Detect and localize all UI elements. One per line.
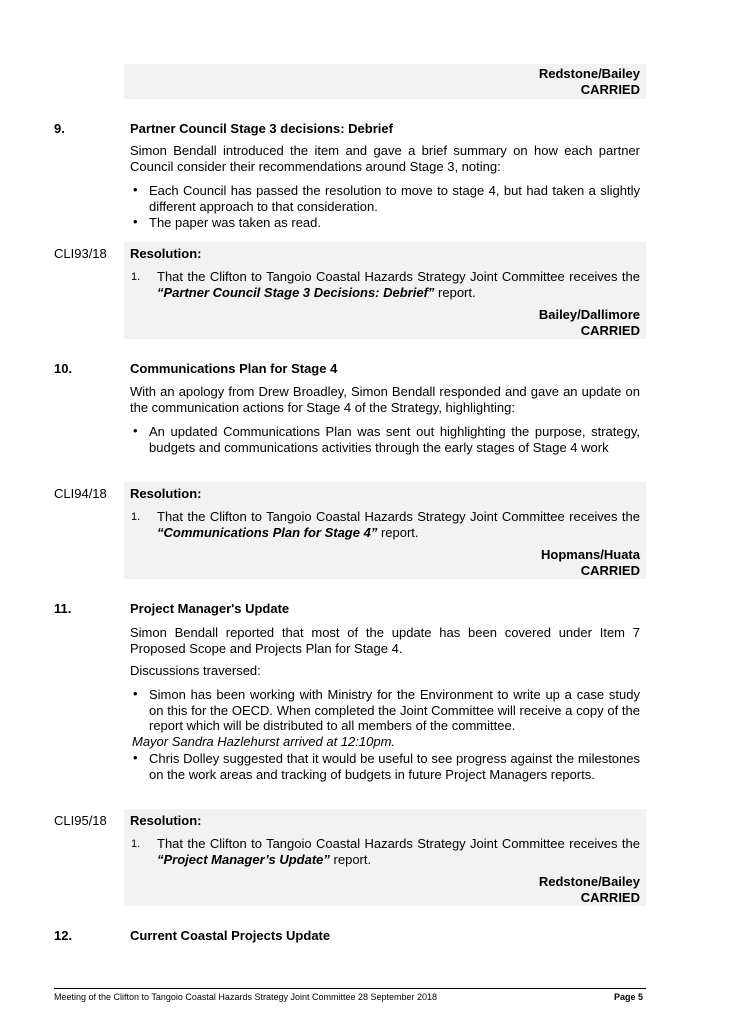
resolution-item-number: 1. <box>131 511 141 523</box>
resolution-item-number: 1. <box>131 271 141 283</box>
bullet-icon: • <box>133 750 138 765</box>
resolution-text <box>157 269 640 300</box>
resolution-heading: Resolution: <box>130 486 202 501</box>
arrival-note: Mayor Sandra Hazlehurst arrived at 12:10pm. <box>132 734 396 749</box>
bullet-icon: • <box>133 423 138 438</box>
bullet-text: Chris Dolley suggested that it would be useful to see progress against the milestones on the work areas and tracking of budgets in future Project Managers reports. <box>149 751 640 782</box>
report-name: “Partner Council Stage 3 Decisions: Debrief” <box>157 284 435 300</box>
resolution-text-after: report. <box>438 284 476 300</box>
movers-label: Bailey/Dallimore <box>538 307 640 322</box>
movers-label: Hopmans/Huata <box>541 547 640 562</box>
resolution-text-before: That the Clifton to Tangoio Coastal Hazards Strategy Joint Committee receives the <box>157 836 640 851</box>
item-title: Project Manager's Update <box>130 601 290 616</box>
carried-label: CARRIED <box>580 82 640 97</box>
carried-label: CARRIED <box>580 890 640 905</box>
item-number: 12. <box>54 928 73 943</box>
resolution-text <box>157 836 640 867</box>
resolution-text-before: That the Clifton to Tangoio Coastal Hazards Strategy Joint Committee receives the <box>157 269 640 284</box>
bullet-icon: • <box>133 686 138 701</box>
bullet-text: Each Council has passed the resolution to move to stage 4, but had taken a slightly different approach to that consideration. <box>149 183 640 214</box>
item-intro: With an apology from Drew Broadley, Simon Bendall responded and gave an update on the communication actions for Stage 4 of the Strategy, highlighting: <box>130 384 640 415</box>
footer-meeting: Meeting of the Clifton to Tangoio Coastal Hazards Strategy Joint Committee 28 September 2018 <box>54 992 438 1002</box>
resolution-heading: Resolution: <box>130 813 202 828</box>
item-title: Current Coastal Projects Update <box>130 928 331 943</box>
resolution-text-before: That the Clifton to Tangoio Coastal Hazards Strategy Joint Committee receives the <box>157 509 640 524</box>
item-intro: Simon Bendall reported that most of the update has been covered under Item 7 Proposed Scope and Projects Plan for Stage 4. <box>130 625 640 656</box>
resolution-text-after: report. <box>380 524 419 540</box>
resolution-text-after: report. <box>333 851 372 867</box>
movers-label: Redstone/Bailey <box>538 874 640 889</box>
item-number: 9. <box>54 121 65 136</box>
report-name: “Project Manager’s Update” <box>157 851 330 867</box>
movers-label: Redstone/Bailey <box>538 66 640 81</box>
item-number: 10. <box>54 361 73 376</box>
carried-label: CARRIED <box>580 323 640 338</box>
bullet-text: The paper was taken as read. <box>149 215 321 230</box>
report-name: “Communications Plan for Stage 4” <box>157 524 378 540</box>
resolution-code: CLI95/18 <box>54 813 107 828</box>
bullet-icon: • <box>133 214 138 229</box>
item-title: Partner Council Stage 3 decisions: Debrief <box>130 121 393 136</box>
item-number: 11. <box>54 601 72 616</box>
footer-divider <box>54 988 646 989</box>
carried-label: CARRIED <box>580 563 640 578</box>
resolution-code: CLI94/18 <box>54 486 107 501</box>
resolution-item-number: 1. <box>131 838 141 850</box>
resolution-heading: Resolution: <box>130 246 202 261</box>
bullet-text: An updated Communications Plan was sent out highlighting the purpose, strategy, budgets and communications activities through the early stages of Stage 4 work <box>149 424 640 455</box>
item-title: Communications Plan for Stage 4 <box>130 361 338 376</box>
resolution-text <box>157 509 640 540</box>
bullet-icon: • <box>133 182 138 197</box>
resolution-code: CLI93/18 <box>54 246 107 261</box>
bullet-text: Simon has been working with Ministry for the Environment to write up a case study on this for the OECD. When completed the Joint Committee will receive a copy of the report which will be distributed to all members of the committee. <box>149 687 640 733</box>
footer-page-number: Page 5 <box>613 992 643 1002</box>
discussions-label: Discussions traversed: <box>130 663 261 678</box>
item-intro: Simon Bendall introduced the item and gave a brief summary on how each partner Council consider their recommendations around Stage 3, noting: <box>130 143 640 174</box>
